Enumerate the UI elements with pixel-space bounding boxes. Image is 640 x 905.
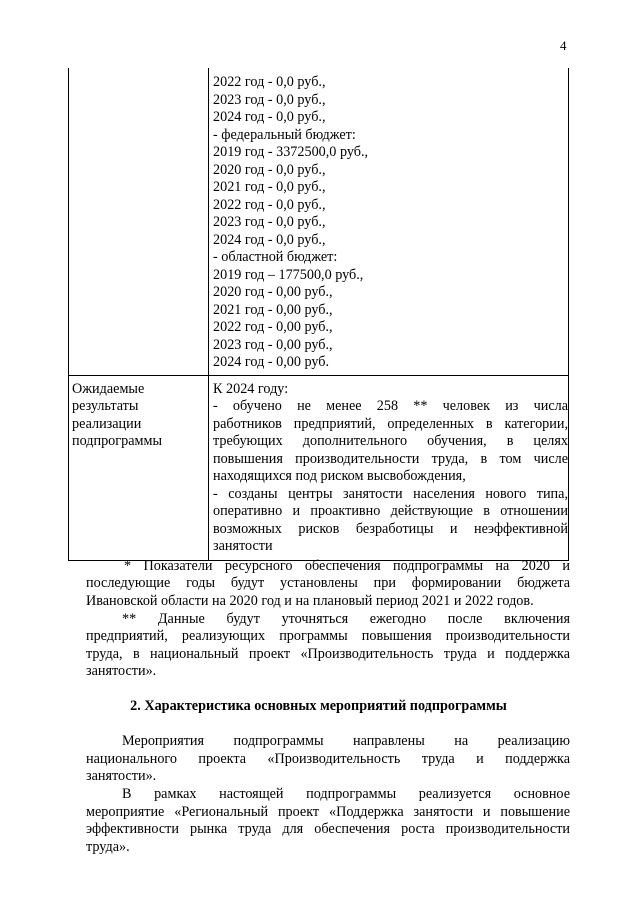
funding-line: 2024 год - 0,0 руб.,: [213, 231, 326, 248]
results-line: занятости: [213, 538, 273, 554]
funding-line: 2024 год - 0,00 руб.: [213, 354, 330, 370]
paragraph-line: национального проекта «Производительность труда и поддержка: [86, 750, 570, 767]
table-row-results: [69, 375, 569, 560]
results-line: - созданы центры занятости населения нового типа,: [213, 485, 568, 502]
results-line: К 2024 году:: [213, 380, 289, 397]
section-heading: 2. Характеристика основных мероприятий подпрограммы: [130, 698, 507, 714]
funding-label-cell: [69, 68, 209, 375]
footnote-line: * Показатели ресурсного обеспечения подпрограммы на 2020 и: [124, 558, 570, 574]
footnote-funding-cont: [86, 575, 570, 610]
funding-line: 2023 год - 0,00 руб.,: [213, 336, 333, 353]
paragraph-line: В рамках настоящей подпрограммы реализуется основное: [122, 786, 570, 802]
passport-table: [68, 68, 569, 561]
footnote-line: Ивановской области на 2020 год и на плановый период 2021 и 2022 годов.: [86, 592, 534, 609]
results-line: возможных рисков безработицы и неэффективной: [213, 520, 568, 537]
paragraph-line: мероприятие «Региональный проект «Поддержка занятости и повышение: [86, 803, 570, 820]
paragraph-main-activity: [86, 786, 570, 856]
results-label-cell: [69, 375, 209, 560]
results-value-cell: [209, 375, 569, 560]
funding-line: 2021 год - 0,00 руб.,: [213, 301, 333, 318]
results-line: требующих дополнительного обучения, в целях: [213, 433, 568, 449]
funding-line: - федеральный бюджет:: [213, 126, 356, 143]
funding-line: 2019 год – 177500,0 руб.,: [213, 266, 364, 283]
funding-line: 2024 год - 0,0 руб.,: [213, 109, 326, 125]
paragraph-line: занятости».: [86, 768, 157, 784]
footnote-line: предприятий, реализующих программы повышения производительности: [86, 628, 570, 644]
funding-line: 2022 год - 0,0 руб.,: [213, 196, 326, 213]
footnote-data-cont: [86, 628, 570, 681]
results-line: работников предприятий, определенных в категории,: [213, 415, 568, 432]
paragraph-line: труда».: [86, 838, 130, 855]
footnote-line: труда, в национальный проект «Производительность труда и поддержка: [86, 645, 570, 662]
results-line: находящихся под риском высвобождения,: [213, 468, 466, 484]
funding-line: 2022 год - 0,0 руб.,: [213, 74, 326, 90]
paragraph-line: эффективности рынка труда для обеспечения роста производительности: [86, 821, 570, 837]
results-line: повышения производительности труда, в том числе: [213, 450, 568, 467]
results-label-line: реализации: [72, 415, 142, 432]
table-row-funding: [69, 68, 569, 375]
footnote-line: последующие годы будут установлены при формировании бюджета: [86, 575, 570, 591]
funding-line: 2020 год - 0,00 руб.,: [213, 284, 333, 300]
funding-line: 2022 год - 0,00 руб.,: [213, 319, 333, 335]
funding-line: 2023 год - 0,0 руб.,: [213, 91, 326, 108]
results-label-line: подпрограммы: [72, 433, 162, 449]
funding-line: 2019 год - 3372500,0 руб.,: [213, 144, 369, 160]
results-line: - обучено не менее 258 ** человек из числа: [213, 398, 568, 414]
page-number: 4: [560, 38, 567, 53]
funding-line: 2020 год - 0,0 руб.,: [213, 161, 326, 178]
footnote-data: [86, 611, 570, 629]
funding-value-cell: [209, 68, 569, 375]
results-label-line: Ожидаемые: [72, 380, 145, 397]
results-label-line: результаты: [72, 398, 139, 414]
footnote-line: ** Данные будут уточняться ежегодно после включения: [122, 611, 570, 627]
footnote-line: занятости».: [86, 663, 157, 679]
paragraph-measures: [86, 733, 570, 786]
paragraph-line: Мероприятия подпрограммы направлены на реализацию: [122, 733, 570, 749]
footnote-funding: [86, 558, 570, 576]
funding-line: 2021 год - 0,0 руб.,: [213, 179, 326, 195]
funding-line: - областной бюджет:: [213, 249, 338, 265]
funding-line: 2023 год - 0,0 руб.,: [213, 214, 326, 230]
results-line: оперативно и проактивно действующие в отношении: [213, 503, 568, 519]
